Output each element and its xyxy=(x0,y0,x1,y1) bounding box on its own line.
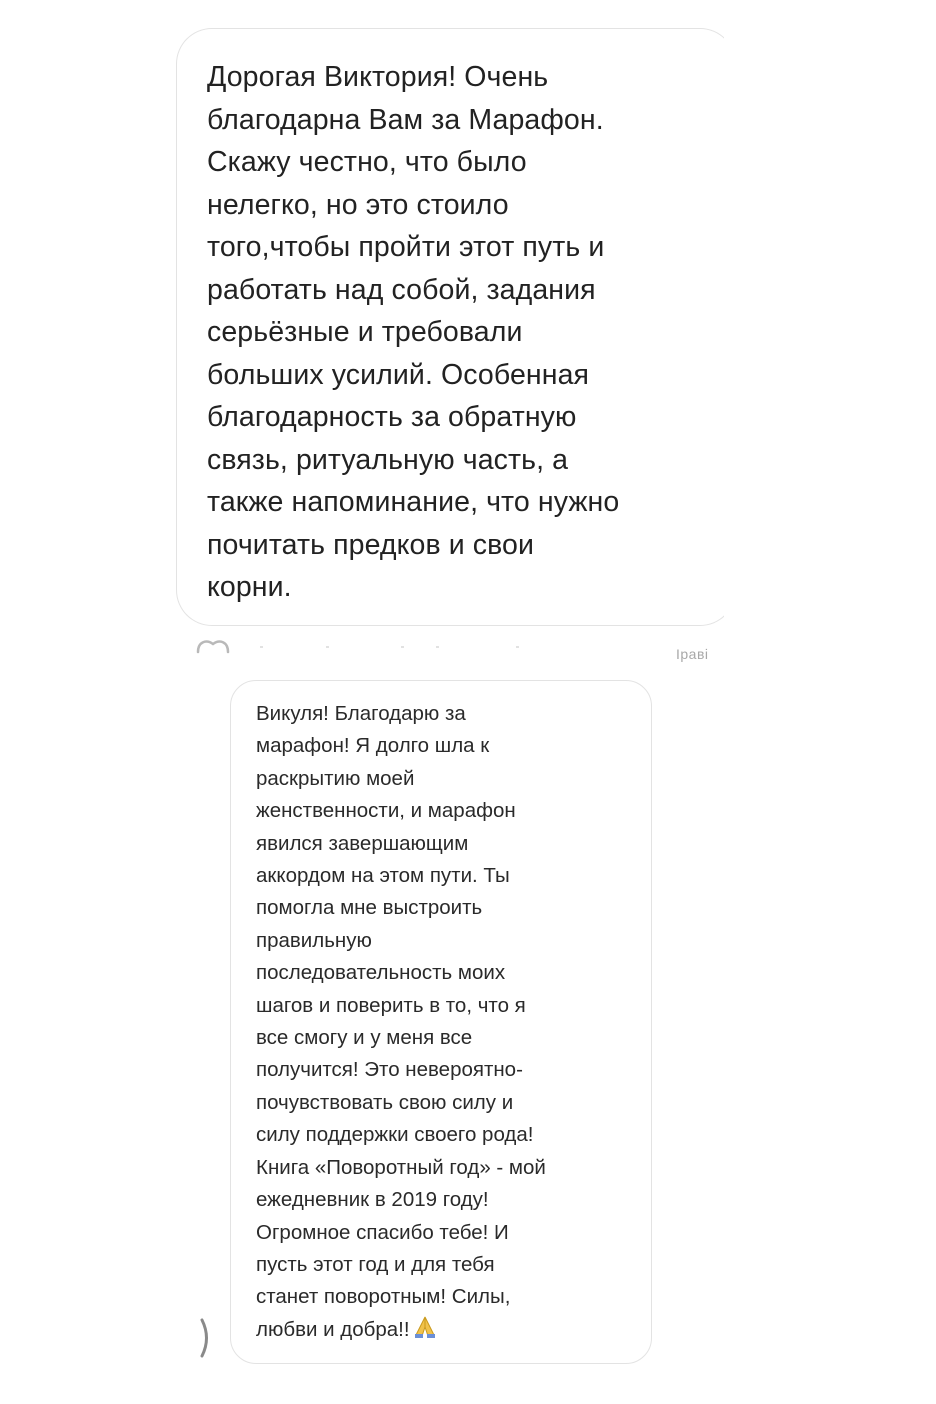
divider-dot xyxy=(516,646,519,648)
message-actions-row xyxy=(196,632,736,662)
right-crop xyxy=(724,0,936,1404)
message-bubble-1[interactable] xyxy=(176,28,736,626)
divider-dot xyxy=(401,646,404,648)
divider-dot xyxy=(326,646,329,648)
divider-dot xyxy=(436,646,439,648)
message-bubble-2[interactable] xyxy=(230,680,652,1364)
divider-dot xyxy=(260,646,263,648)
scroll-edge-mark xyxy=(198,1318,210,1358)
heart-icon[interactable] xyxy=(196,636,230,656)
reply-label[interactable]: Іраві xyxy=(676,646,709,662)
message-2-body: Викуля! Благодарю за марафон! Я долго шла к раскрытию моей женственности, и марафон явился завершающим аккордом на этом пути. Ты помогла мне выстроить правильную последовательность моих шагов и поверить в то, что я все смогу и у меня все получится! Это невероятно- почувствовать свою силу и силу поддержки своего рода! Книга «Поворотный год» - мой ежедневник в 2019 году! Огромное спасибо тебе! И пусть этот год и для тебя станет поворотным! Силы, любви и добра!! xyxy=(256,702,546,1341)
folded-hands-icon xyxy=(412,1315,438,1339)
message-1-text: Дорогая Виктория! Очень благодарна Вам за Марафон. Скажу честно, что было нелегко, но это стоило того,чтобы пройти этот путь и работать над собой, задания серьёзные и требовали больших усилий. Особенная благодарность за обратную связь, ритуальную часть, а также напоминание, что нужно почитать предков и свои корни. xyxy=(207,61,620,603)
message-2-text xyxy=(256,698,646,1346)
